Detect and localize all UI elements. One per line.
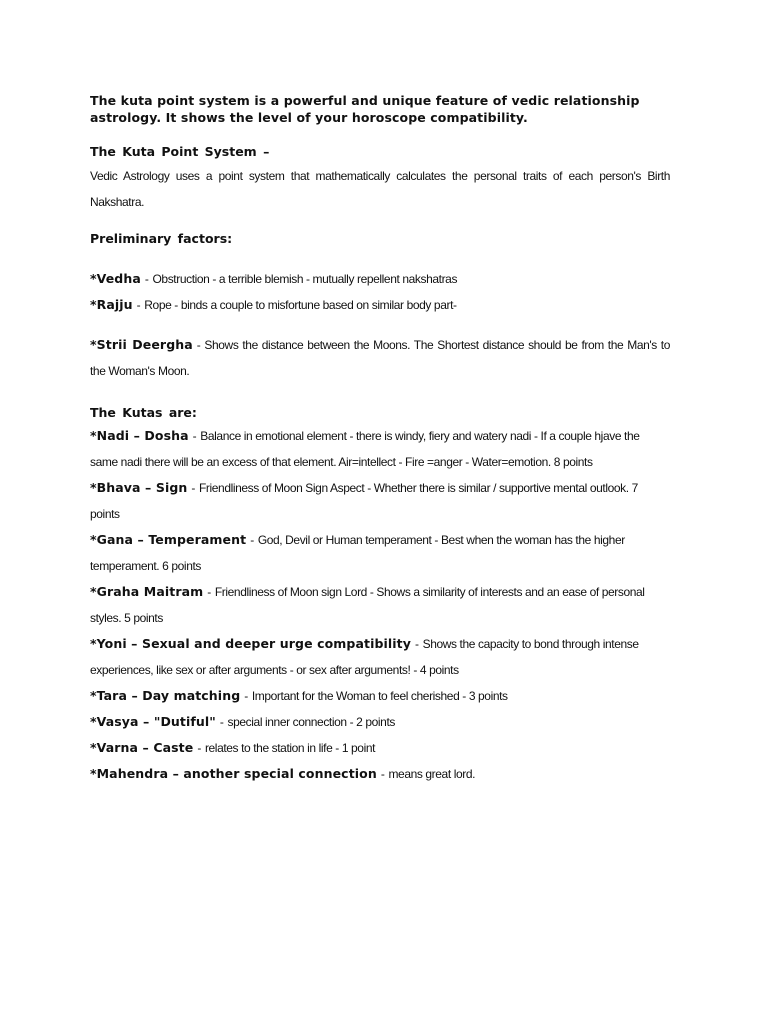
description: relates to the station in life - 1 point: [204, 741, 376, 755]
kuta-item-vasya: *Vasya – "Dutiful" - special inner connection - 2 points: [90, 714, 395, 729]
description: Shows the distance between the Moons. The Shortest distance should be from the Man's to the Woman's Moon.: [90, 338, 671, 378]
kuta-item-nadi: *Nadi – Dosha - Balance in emotional element - there is windy, fiery and watery nadi - If a couple hjave the same nadi there will be an excess of that element. Air=intellect - Fire =anger - Water=emotion. 8 points: [90, 428, 640, 469]
term: *Mahendra – another special connection: [90, 766, 377, 781]
term: *Nadi – Dosha: [90, 428, 189, 443]
kuta-item-mahendra: *Mahendra – another special connection - means great lord.: [90, 766, 476, 781]
kuta-description: Vedic Astrology uses a point system that mathematically calculates the personal traits of each person's Birth Nakshatra.: [90, 169, 670, 209]
description: Friendliness of Moon sign Lord - Shows a similarity of interests and an ease of personal styles. 5 points: [90, 585, 645, 625]
description: Friendliness of Moon Sign Aspect - Whether there is similar / supportive mental outlook. 7 points: [90, 481, 638, 521]
description: Important for the Woman to feel cherished - 3 points: [251, 689, 508, 703]
term: *Gana – Temperament: [90, 532, 247, 547]
preliminary-item-strii-deergha: *Strii Deergha - Shows the distance between the Moons. The Shortest distance should be from the Man's to the Woman's Moon.: [90, 337, 671, 378]
description: God, Devil or Human temperament - Best when the woman has the higher temperament. 6 points: [90, 533, 625, 573]
preliminary-heading: Preliminary factors:: [90, 231, 233, 246]
preliminary-list: [90, 266, 670, 318]
document-page: [90, 92, 670, 787]
kuta-item-yoni: *Yoni – Sexual and deeper urge compatibility - Shows the capacity to bond through intense experiences, like sex or after arguments - or sex after arguments! - 4 points: [90, 636, 639, 677]
kuta-item-bhava: *Bhava – Sign - Friendliness of Moon Sign Aspect - Whether there is similar / supportive mental outlook. 7 points: [90, 480, 638, 521]
kuta-item-graha-maitram: *Graha Maitram - Friendliness of Moon sign Lord - Shows a similarity of interests and an ease of personal styles. 5 points: [90, 584, 645, 625]
preliminary-item-rajju: *Rajju - Rope - binds a couple to misfortune based on similar body part-: [90, 297, 457, 312]
intro-paragraph: The kuta point system is a powerful and unique feature of vedic relationship astrology. It shows the level of your horoscope compatibility.: [90, 93, 640, 125]
term: *Rajju: [90, 297, 133, 312]
term: *Vedha: [90, 271, 141, 286]
preliminary-item-vedha: *Vedha - Obstruction - a terrible blemish - mutually repellent nakshatras: [90, 271, 458, 286]
kuta-item-tara: *Tara – Day matching - Important for the Woman to feel cherished - 3 points: [90, 688, 508, 703]
term: *Yoni – Sexual and deeper urge compatibility: [90, 636, 411, 651]
kutas-heading: The Kutas are:: [90, 405, 197, 420]
term: *Varna – Caste: [90, 740, 194, 755]
description: Balance in emotional element - there is windy, fiery and watery nadi - If a couple hjave the same nadi there will be an excess of that element. Air=intellect - Fire =anger - Water=emotion. 8 points: [90, 429, 640, 469]
description: Obstruction - a terrible blemish - mutually repellent nakshatras: [152, 272, 458, 286]
description: means great lord.: [388, 767, 476, 781]
term: *Vasya – "Dutiful": [90, 714, 216, 729]
kutas-list: [90, 423, 670, 787]
term: *Bhava – Sign: [90, 480, 188, 495]
description: Rope - binds a couple to misfortune based on similar body part-: [144, 298, 457, 312]
description: Shows the capacity to bond through intense experiences, like sex or after arguments - or sex after arguments! - 4 points: [90, 637, 639, 677]
term: *Graha Maitram: [90, 584, 204, 599]
kuta-heading: The Kuta Point System –: [90, 144, 270, 159]
kuta-item-gana: *Gana – Temperament - God, Devil or Human temperament - Best when the woman has the higher temperament. 6 points: [90, 532, 625, 573]
term: *Strii Deergha: [90, 337, 193, 352]
description: special inner connection - 2 points: [227, 715, 395, 729]
kuta-item-varna: *Varna – Caste - relates to the station in life - 1 point: [90, 740, 376, 755]
term: *Tara – Day matching: [90, 688, 241, 703]
